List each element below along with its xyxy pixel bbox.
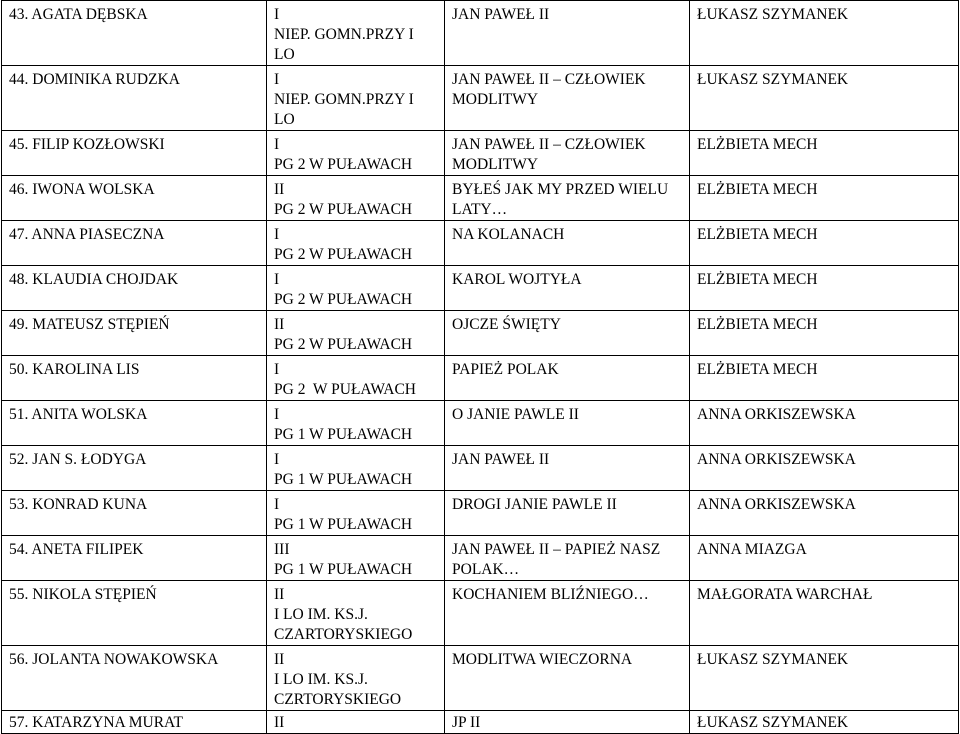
table-row: [2, 221, 959, 266]
student-name: KLAUDIA CHOJDAK: [32, 271, 179, 288]
teacher-name: ŁUKASZ SZYMANEK: [697, 6, 849, 23]
class-school-cell: [267, 446, 445, 491]
student-name: KATARZYNA MURAT: [32, 714, 184, 731]
title-cell: [445, 401, 690, 446]
student-name: ANETA FILIPEK: [31, 541, 144, 558]
class-level: I: [274, 361, 280, 378]
teacher-cell: [690, 66, 959, 131]
work-title: DROGI JANIE PAWLE II: [452, 496, 617, 513]
student-cell: [2, 266, 267, 311]
table-row: [2, 266, 959, 311]
student-cell: [2, 491, 267, 536]
work-title: KOCHANIEM BLIŹNIEGO…: [452, 586, 649, 603]
table-row: [2, 66, 959, 131]
table-row: [2, 1, 959, 66]
student-name: MATEUSZ STĘPIEŃ: [32, 316, 170, 333]
title-cell: [445, 131, 690, 176]
teacher-name: ELŻBIETA MECH: [697, 271, 818, 288]
student-cell: [2, 356, 267, 401]
class-school-cell: [267, 131, 445, 176]
row-number: 52.: [9, 451, 29, 468]
teacher-cell: [690, 711, 959, 734]
table-row: [2, 711, 959, 734]
title-cell: [445, 646, 690, 711]
teacher-cell: [690, 646, 959, 711]
school-name: PG 1 W PUŁAWACH: [274, 516, 413, 533]
row-number: 44.: [9, 71, 29, 88]
teacher-name: MAŁGORATA WARCHAŁ: [697, 586, 873, 603]
title-cell: [445, 536, 690, 581]
class-school-cell: [267, 536, 445, 581]
teacher-name: ŁUKASZ SZYMANEK: [697, 714, 849, 731]
work-title: O JANIE PAWLE II: [452, 406, 579, 423]
student-name: FILIP KOZŁOWSKI: [32, 136, 165, 153]
class-level: I: [274, 496, 280, 513]
title-cell: [445, 446, 690, 491]
class-level: I: [274, 71, 280, 88]
school-name: PG 1 W PUŁAWACH: [274, 471, 413, 488]
class-school-cell: [267, 581, 445, 646]
row-number: 43.: [9, 6, 29, 23]
table-row: [2, 536, 959, 581]
teacher-cell: [690, 266, 959, 311]
student-cell: [2, 131, 267, 176]
title-cell: [445, 491, 690, 536]
title-cell: [445, 581, 690, 646]
class-level: II: [274, 181, 285, 198]
work-title: OJCZE ŚWIĘTY: [452, 316, 561, 333]
table-row: [2, 446, 959, 491]
student-cell: [2, 446, 267, 491]
contest-roster-table: [1, 0, 959, 734]
table-row: [2, 491, 959, 536]
class-level: I: [274, 136, 280, 153]
class-level: I: [274, 406, 280, 423]
school-name: PG 2 W PUŁAWACH: [274, 201, 413, 218]
row-number: 46.: [9, 181, 29, 198]
class-school-cell: [267, 401, 445, 446]
student-name: ANITA WOLSKA: [31, 406, 148, 423]
class-school-cell: [267, 646, 445, 711]
student-cell: [2, 536, 267, 581]
work-title: PAPIEŻ POLAK: [452, 361, 559, 378]
title-cell: [445, 221, 690, 266]
class-level: II: [274, 714, 285, 731]
class-school-cell: [267, 356, 445, 401]
work-title: BYŁEŚ JAK MY PRZED WIELU LATY…: [452, 181, 669, 218]
work-title: JAN PAWEŁ II – PAPIEŻ NASZ POLAK…: [452, 541, 661, 578]
student-name: NIKOLA STĘPIEŃ: [32, 586, 157, 603]
work-title: NA KOLANACH: [452, 226, 565, 243]
student-name: IWONA WOLSKA: [32, 181, 155, 198]
student-cell: [2, 176, 267, 221]
row-number: 48.: [9, 271, 29, 288]
teacher-cell: [690, 401, 959, 446]
teacher-name: ŁUKASZ SZYMANEK: [697, 71, 849, 88]
school-name: PG 2 W PUŁAWACH: [274, 246, 413, 263]
work-title: JAN PAWEŁ II – CZŁOWIEK MODLITWY: [452, 136, 646, 173]
teacher-name: ANNA ORKISZEWSKA: [697, 406, 856, 423]
student-name: DOMINIKA RUDZKA: [32, 71, 180, 88]
school-name: PG 1 W PUŁAWACH: [274, 426, 413, 443]
class-level: I: [274, 226, 280, 243]
table-row: [2, 646, 959, 711]
student-name: ANNA PIASECZNA: [31, 226, 165, 243]
teacher-name: ELŻBIETA MECH: [697, 361, 818, 378]
student-cell: [2, 401, 267, 446]
teacher-name: ANNA ORKISZEWSKA: [697, 451, 856, 468]
student-cell: [2, 581, 267, 646]
teacher-cell: [690, 221, 959, 266]
student-cell: [2, 646, 267, 711]
class-school-cell: [267, 221, 445, 266]
roster-rows: [2, 1, 959, 734]
class-school-cell: [267, 66, 445, 131]
class-level: I: [274, 451, 280, 468]
row-number: 56.: [9, 651, 29, 668]
student-cell: [2, 66, 267, 131]
teacher-cell: [690, 581, 959, 646]
class-level: I: [274, 271, 280, 288]
class-level: II: [274, 316, 285, 333]
work-title: JAN PAWEŁ II – CZŁOWIEK MODLITWY: [452, 71, 646, 108]
table-row: [2, 581, 959, 646]
student-name: KAROLINA LIS: [32, 361, 140, 378]
class-school-cell: [267, 266, 445, 311]
teacher-cell: [690, 491, 959, 536]
row-number: 49.: [9, 316, 29, 333]
class-school-cell: [267, 711, 445, 734]
student-cell: [2, 311, 267, 356]
table-row: [2, 131, 959, 176]
teacher-cell: [690, 446, 959, 491]
student-cell: [2, 711, 267, 734]
teacher-name: ANNA ORKISZEWSKA: [697, 496, 856, 513]
work-title: JAN PAWEŁ II: [452, 451, 550, 468]
student-name: JAN S. ŁODYGA: [32, 451, 147, 468]
title-cell: [445, 66, 690, 131]
teacher-name: ELŻBIETA MECH: [697, 181, 818, 198]
class-level: II: [274, 651, 285, 668]
teacher-name: ŁUKASZ SZYMANEK: [697, 651, 849, 668]
title-cell: [445, 266, 690, 311]
teacher-cell: [690, 536, 959, 581]
student-name: AGATA DĘBSKA: [31, 6, 148, 23]
school-name: PG 2 W PUŁAWACH: [274, 336, 413, 353]
work-title: KAROL WOJTYŁA: [452, 271, 582, 288]
teacher-cell: [690, 131, 959, 176]
table-row: [2, 311, 959, 356]
school-name: PG 2 W PUŁAWACH: [274, 156, 413, 173]
school-name: NIEP. GOMN.PRZY I LO: [274, 26, 414, 63]
teacher-cell: [690, 311, 959, 356]
row-number: 47.: [9, 226, 29, 243]
title-cell: [445, 176, 690, 221]
row-number: 55.: [9, 586, 29, 603]
student-name: KONRAD KUNA: [32, 496, 148, 513]
class-school-cell: [267, 1, 445, 66]
work-title: JP II: [452, 714, 481, 731]
school-name: I LO IM. KS.J. CZRTORYSKIEGO: [274, 671, 402, 708]
row-number: 45.: [9, 136, 29, 153]
teacher-name: ELŻBIETA MECH: [697, 136, 818, 153]
student-cell: [2, 1, 267, 66]
class-level: I: [274, 6, 280, 23]
class-level: II: [274, 586, 285, 603]
title-cell: [445, 711, 690, 734]
teacher-name: ANNA MIAZGA: [697, 541, 807, 558]
teacher-cell: [690, 356, 959, 401]
class-level: III: [274, 541, 290, 558]
class-school-cell: [267, 176, 445, 221]
title-cell: [445, 356, 690, 401]
work-title: MODLITWA WIECZORNA: [452, 651, 633, 668]
row-number: 54.: [9, 541, 29, 558]
school-name: PG 2 W PUŁAWACH: [274, 291, 413, 308]
school-name: PG 1 W PUŁAWACH: [274, 561, 413, 578]
row-number: 53.: [9, 496, 29, 513]
school-name: I LO IM. KS.J. CZARTORYSKIEGO: [274, 606, 413, 643]
class-school-cell: [267, 311, 445, 356]
row-number: 57.: [9, 714, 29, 731]
student-cell: [2, 221, 267, 266]
teacher-name: ELŻBIETA MECH: [697, 226, 818, 243]
table-row: [2, 356, 959, 401]
teacher-cell: [690, 1, 959, 66]
teacher-name: ELŻBIETA MECH: [697, 316, 818, 333]
teacher-cell: [690, 176, 959, 221]
table-row: [2, 176, 959, 221]
row-number: 50.: [9, 361, 29, 378]
class-school-cell: [267, 491, 445, 536]
table-row: [2, 401, 959, 446]
student-name: JOLANTA NOWAKOWSKA: [32, 651, 219, 668]
work-title: JAN PAWEŁ II: [452, 6, 550, 23]
row-number: 51.: [9, 406, 29, 423]
school-name: NIEP. GOMN.PRZY I LO: [274, 91, 414, 128]
title-cell: [445, 311, 690, 356]
school-name: PG 2 W PUŁAWACH: [274, 381, 417, 398]
title-cell: [445, 1, 690, 66]
